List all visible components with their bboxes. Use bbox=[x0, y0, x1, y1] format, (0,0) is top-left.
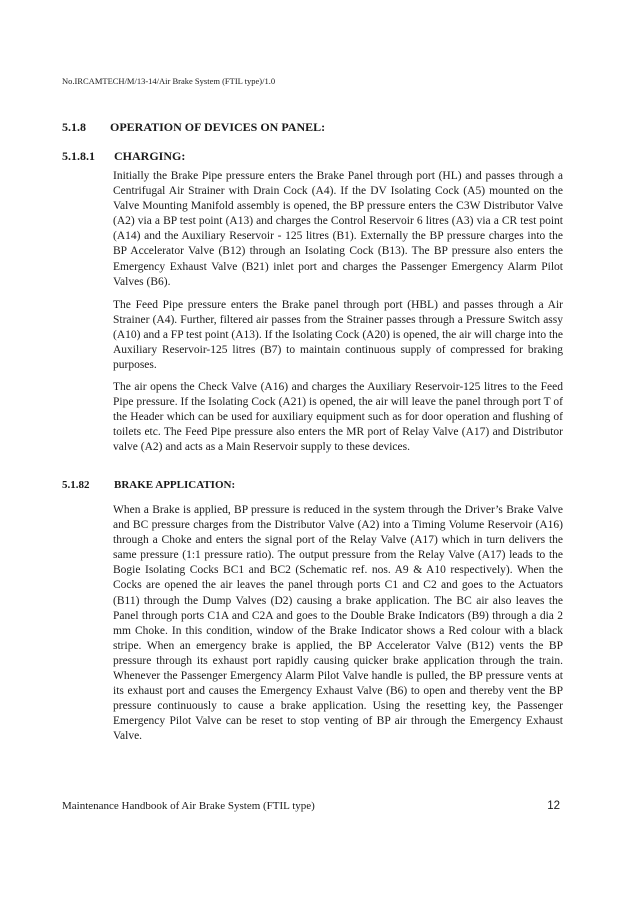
section-heading-5-1-8-1 bbox=[62, 149, 185, 164]
section-heading-5-1-8 bbox=[62, 120, 325, 135]
page-number: 12 bbox=[547, 800, 560, 812]
brake-application-paragraph: When a Brake is applied, BP pressure is reduced in the system through the Driver’s Brake Valve and BC pressure charges from the Distributor Valve (A2) into a Timing Volume Reservoir (A16) through a Choke and enters the signal port of the Relay Valve (A17) which in turn delivers the same pressure (1:1 pressure ratio). The output pressure from the Relay Valve (A17) leads to the Bogie Isolating Cocks BC1 and BC2 (Schematic ref. nos. A9 & A10 respectively). When the Cocks are opened the air leaves the panel through ports C1 and C2 and goes to the Actuators (B11) through the Dump Valves (D2) causing a brake application. The BC air also leaves the Panel through ports C1A and C2A and goes to the Double Brake Indicators (B9) through a dia 2 mm Choke. In this condition, window of the Brake Indicator shows a Red colour with a black stripe. When an emergency brake is applied, the BP Accelerator Valve (B12) vents the BP pressure through its exhaust port rapidly causing quicker brake application through the train. Whenever the Passenger Emergency Alarm Pilot Valve handle is pulled, the BP pressure vents at its exhaust port and causes the Emergency Exhaust Valve (B6) to open and thereby vent the BP pressure continuously to cause a brake application. Using the resetting key, the Passenger Emergency Pilot Valve can be reset to stop venting of BP air through the Emergency Exhaust Valve. bbox=[113, 504, 563, 743]
charging-paragraph-1: Initially the Brake Pipe pressure enters the Brake Panel through port (HL) and passes through a Centrifugal Air Strainer with Drain Cock (A4). If the DV Isolating Cock (A5) mounted on the Valve Mounting Manifold assembly is opened, the BP pressure enters the C3W Distributor Valve (A2) via a BP test point (A13) and charges the Control Reservoir 6 litres (A3) via a CR test point (A14) and the Auxiliary Reservoir - 125 litres (B1). Externally the BP pressure charges into the BP Accelerator Valve (B12) through an Isolating Cock (B13). The BP pressure also enters the Emergency Exhaust Valve (B21) inlet port and charges the Passenger Emergency Alarm Pilot Valves (B6). bbox=[113, 170, 563, 288]
section-heading-5-1-82 bbox=[62, 479, 235, 491]
section-title: BRAKE APPLICATION: bbox=[114, 479, 236, 491]
section-title: CHARGING: bbox=[114, 149, 186, 163]
document-reference: No.IRCAMTECH/M/13-14/Air Brake System (FTIL type)/1.0 bbox=[62, 76, 276, 86]
section-number: 5.1.8.1 bbox=[62, 149, 95, 163]
section-number: 5.1.8 bbox=[62, 120, 86, 134]
section-title: OPERATION OF DEVICES ON PANEL: bbox=[110, 120, 326, 134]
footer-title: Maintenance Handbook of Air Brake System (FTIL type) bbox=[62, 800, 315, 812]
section-number: 5.1.82 bbox=[62, 479, 90, 491]
charging-paragraph-2: The Feed Pipe pressure enters the Brake panel through port (HBL) and passes through a Air Strainer (A4). Further, filtered air passes from the Strainer passes through a Pressure Switch assy (A10) and a FP test point (A13). If the Isolating Cock (A20) is opened, the air will charge into the Auxiliary Reservoir-125 litres (B7) to maintain continuous supply of compressed for braking purposes. bbox=[113, 299, 563, 372]
charging-paragraph-3: The air opens the Check Valve (A16) and charges the Auxiliary Reservoir-125 litres to the Feed Pipe pressure. If the Isolating Cock (A21) is opened, the air will leave the panel through port T of the Header which can be used for auxiliary equipment such as for door operation and flushing of toilets etc. The Feed Pipe pressure also enters the MR port of Relay Valve (A17) and Distributor valve (A2) and acts as a Main Reservoir supply to these devices. bbox=[113, 381, 563, 454]
